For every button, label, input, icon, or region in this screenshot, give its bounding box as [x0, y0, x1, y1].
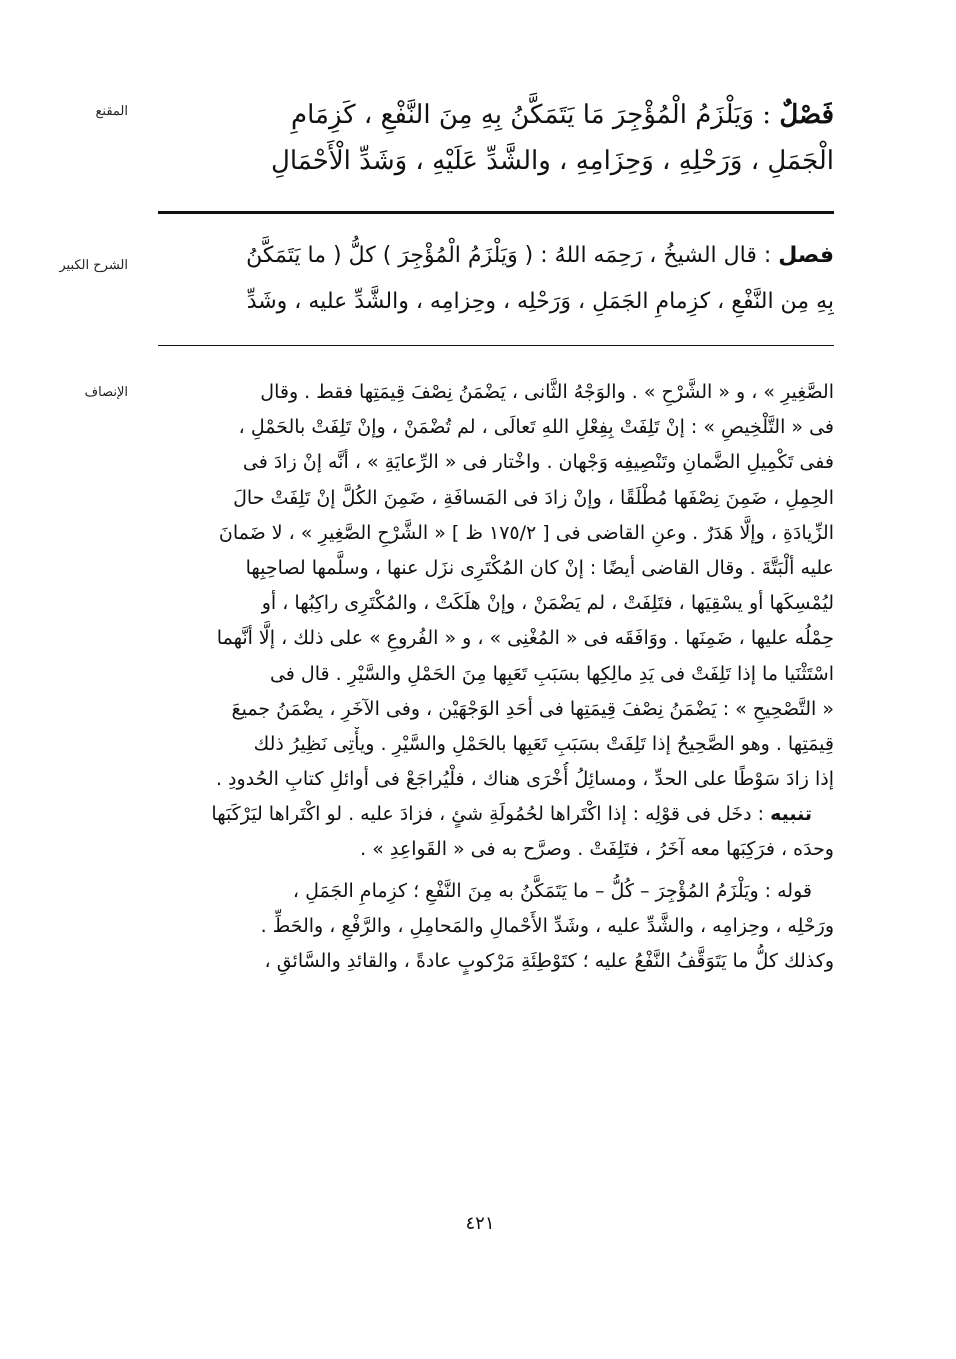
muqni-line-2: الْجَمَلِ ، وَرَحْلِهِ ، وَحِزَامِهِ ، والشَّدِّ عَلَيْهِ ، وَشَدِّ الْأَحْمَالِ [270, 146, 834, 176]
label-insaf: الإنصاف [84, 385, 128, 400]
divider-thick [158, 211, 834, 214]
muqni-line-1-text: : وَيَلْزَمُ الْمُؤْجِرَ مَا يَتَمَكَّنُ بِهِ مِنَ النَّفْعِ ، كَزِمَامِ [291, 100, 780, 130]
insaf-p3-line: ورَحْلِه ، وحِزامِه ، والشَّدِّ عليه ، وشَدِّ الأَحْمالِ والمَحامِلِ ، والرَّفْعِ ، والحَطِّ . [260, 914, 834, 937]
insaf-p3-line: قوله : ويَلْزَمُ المُؤْجِرَ – كُلُّ – ما يَتَمَكَّنُ به مِنَ النَّفْعِ ؛ كزِمامِ الجَمَلِ ، [292, 879, 812, 902]
insaf-p1-line: « التَّصْحِيحِ » : يَضْمَنُ نِصْفَ قِيمَتِها فى أحَدِ الوَجْهَيْن ، وفى الآخَرِ ، يضْمَنُ جميعَ [231, 697, 834, 720]
insaf-p1-line: الحِمِلِ ، ضَمِنَ نِصْفَها مُطْلَقًا ، وإنْ زادَ فى المَسافَةِ ، ضَمِنَ الكُلَّ إنْ تَلِفَتْ حالَ [233, 486, 834, 509]
label-sharh: الشرح الكبير [59, 258, 128, 273]
insaf-p1-line: فى « التَّلْخِيصِ » : إنْ تَلِفَتْ بِفِعْلِ اللهِ تَعالَى ، لم تُضْمَنْ ، وإنْ تَلِفَتْ بالحَمْلِ ، [238, 416, 834, 439]
tanbih-line-1-text: : دخَل فى قوْلِه : إذا اكْتَراها لحُمُولَةِ شئٍ ، فزادَ عليه . لو اكْتَراها ليَرْكَبَها [211, 803, 771, 826]
insaf-p1-line: الزِّيادَةِ ، وإلَّا هَدَرٌ . وعنِ القاضى فى [ ١٧٥/٢ ظ ] « الشَّرْحِ الصَّغِيرِ » ، لا ضَمانَ [218, 521, 834, 544]
insaf-p1-line: ففى تَكْمِيلِ الضَّمانِ وتَنْصِيفِه وَجْهان . واخْتار فى « الرِّعايَةِ » ، أنَّه إنْ زادَ فى [242, 451, 834, 474]
insaf-p1-line: اسْتَثْنَيا ما إذا تَلِفَتْ فى يَدِ مالِكِها بسَبَبِ تَعَبِها مِنَ الحَمْلِ والسَّيْرِ . قال فى [269, 662, 834, 685]
insaf-text [158, 375, 834, 979]
insaf-tanbih-line-2: وحدَه ، فرَكِبَها معه آخَرُ ، فتَلِفَتْ . وصرَّح به فى « القَواعِدِ » . [360, 838, 834, 861]
sharh-text [158, 233, 834, 325]
page-number: ٤٢١ [465, 1213, 495, 1234]
muqni-text [158, 92, 834, 184]
sharh-line-2: بِهِ مِن النَّفْعِ ، كزِمامِ الجَمَلِ ، وَرَحْلِه ، وحِزامِه ، والشَّدِّ عليه ، وشَدِّ [246, 289, 834, 314]
muqni-lead: فَصْلٌ [779, 100, 834, 130]
sharh-lead: فصل [778, 243, 834, 268]
insaf-p1-line: عليه ألْبَتَّةَ . وقال القاضى أيضًا : إنْ كان المُكْتَرِى نزَل عنها ، وسلَّمها لصاحِبِها [245, 556, 834, 579]
insaf-p1-line: إذا زادَ سَوْطًا على الحدِّ ، ومسائِلُ أُخْرَى هناك ، فلْيُراجَعْ فى أوائلِ كتابِ الحُدودِ . [215, 768, 834, 791]
insaf-tanbih-line-1 [158, 797, 834, 832]
label-muqni: المقنع [95, 104, 128, 119]
sharh-line-1 [158, 233, 834, 279]
tanbih-lead: تنبيه [770, 803, 812, 826]
insaf-p1-line: قِيمَتِها . وهو الصَّحِيحُ إذا تَلِفَتْ بسَبَبِ تَعَبِها بالحَمْلِ والسَّيْرِ . ويأْتِى نَظِيرُ ذلك [253, 732, 834, 755]
divider-thin [158, 345, 834, 346]
insaf-p1-line: ليُمْسِكَها أو يسْقِيَها ، فتَلِفَتْ ، لم يَضْمَنْ ، وإنْ هلَكَتْ ، والمُكْتَرِى راكِبُها ، أو [261, 592, 834, 615]
insaf-p3-line: وكذلك كلُّ ما يَتَوَقَّفُ النَّفْعُ عليه ؛ كتَوْطِئَةِ مَرْكوبٍ عادةً ، والقائدِ والسَّائقِ ، [264, 950, 834, 972]
insaf-p1-line: الصَّغِيرِ » ، و « الشَّرْحِ » . والوَجْهُ الثَّانى ، يَضْمَنُ نِصْفَ قِيمَتِها فقط . وقال [260, 381, 834, 403]
insaf-p1-line: حِمْلُه عليها ، ضَمِنَها . ووَافَقَه فى « المُغْنِى » ، و « الفُروعِ » على ذلك ، إلَّا أنَّهما [216, 627, 834, 650]
sharh-line-1-text: : قال الشيخُ ، رَحِمَه اللهُ : ( وَيَلْزَمُ الْمُؤْجِرَ ) كلُّ ( ما يَتَمَكَّنُ [246, 243, 779, 268]
muqni-line-1 [158, 92, 834, 138]
